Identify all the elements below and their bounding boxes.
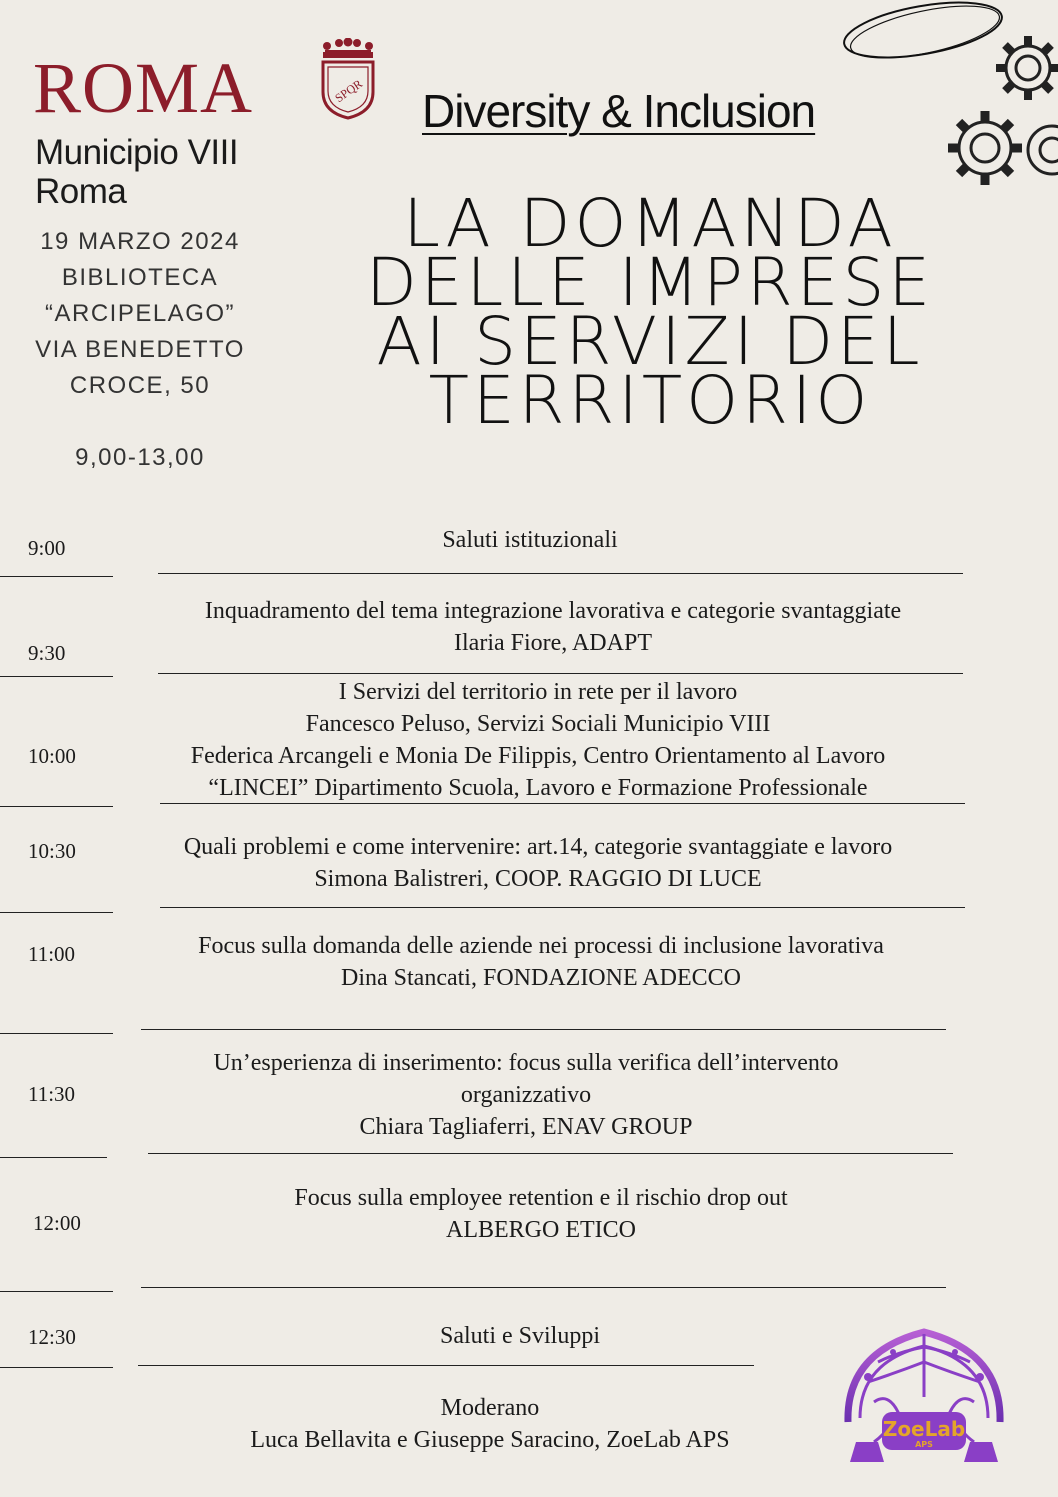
moderators-label: Moderano — [440, 1395, 540, 1421]
divider — [141, 1287, 946, 1288]
title-line4: TERRITORIO — [428, 362, 872, 439]
divider — [0, 912, 113, 913]
municipio-line1: Municipio VIII — [35, 133, 239, 172]
agenda-text: Saluti e Sviluppi — [439, 1323, 600, 1349]
agenda-speaker: Simona Balistreri, COOP. RAGGIO DI LUCE — [314, 866, 762, 892]
agenda-text: I Servizi del territorio in rete per il lavoro — [338, 679, 738, 705]
agenda-time-1230: 12:30 — [28, 1325, 76, 1349]
agenda-text: Inquadramento del tema integrazione lavorativa e categorie svantaggiate — [204, 598, 902, 624]
divider — [0, 576, 113, 577]
agenda-item-1130 — [113, 1047, 939, 1143]
agenda-time-1130: 11:30 — [28, 1082, 76, 1106]
title-line3: AI SERVIZI DEL — [376, 303, 924, 380]
divider — [0, 1291, 113, 1292]
venue-line2: “ARCIPELAGO” — [44, 300, 236, 327]
agenda-item-1030 — [125, 831, 951, 895]
agenda-text: Un’esperienza di inserimento: focus sulla verifica dell’intervento — [213, 1050, 839, 1076]
divider — [0, 1367, 113, 1368]
divider — [138, 1365, 754, 1366]
address-line2: CROCE, 50 — [69, 372, 211, 399]
zoelab-logo-subtext: APS — [915, 1440, 933, 1449]
moderators — [100, 1392, 880, 1456]
address-line1: VIA BENEDETTO — [35, 336, 245, 363]
divider — [158, 673, 963, 674]
divider — [158, 573, 963, 574]
venue-line1: BIBLIOTECA — [61, 264, 219, 291]
moderators-names: Luca Bellavita e Giuseppe Saracino, ZoeLab APS — [250, 1427, 730, 1453]
divider — [148, 1153, 953, 1154]
zoelab-logo-text: ZoeLab — [882, 1417, 966, 1441]
divider — [0, 1157, 107, 1158]
title-line1: LA DOMANDA — [403, 185, 897, 262]
zoelab-logo-icon — [838, 1322, 1010, 1477]
agenda-speaker: “LINCEI” Dipartimento Scuola, Lavoro e Formazione Professionale — [208, 775, 868, 801]
agenda-time-0900: 9:00 — [28, 536, 66, 560]
agenda-time-1100: 11:00 — [28, 942, 76, 966]
agenda-speaker: Federica Arcangeli e Monia De Filippis, Centro Orientamento al Lavoro — [190, 743, 886, 769]
agenda-item-0900 — [160, 524, 900, 556]
agenda-speaker: Dina Stancati, FONDAZIONE ADECCO — [341, 965, 741, 991]
agenda-speaker: Ilaria Fiore, ADAPT — [454, 630, 652, 656]
divider — [0, 806, 113, 807]
agenda-text: Focus sulla employee retention e il rischio drop out — [294, 1185, 788, 1211]
divider — [141, 1029, 946, 1030]
event-hours: 9,00-13,00 — [75, 444, 205, 471]
agenda-speaker: ALBERGO ETICO — [446, 1217, 636, 1243]
agenda-text: Focus sulla domanda delle aziende nei processi di inclusione lavorativa — [198, 933, 884, 959]
page-title — [300, 185, 1000, 439]
spqr-emblem-icon — [317, 38, 379, 120]
title-line2: DELLE IMPRESE — [365, 244, 935, 321]
divider — [160, 907, 965, 908]
tagline: Diversity & Inclusion — [422, 85, 816, 137]
agenda-item-1230 — [140, 1320, 900, 1352]
event-date: 19 MARZO 2024 — [40, 228, 240, 255]
agenda-time-0930: 9:30 — [28, 641, 66, 665]
divider — [160, 803, 965, 804]
agenda-text: Quali problemi e come intervenire: art.14, categorie svantaggiate e lavoro — [183, 834, 893, 860]
roma-brand: ROMA — [33, 48, 254, 128]
agenda-item-1100 — [128, 930, 954, 994]
agenda-text: organizzativo — [460, 1082, 592, 1108]
agenda-text: Saluti istituzionali — [442, 527, 618, 553]
divider — [0, 1033, 113, 1034]
agenda-item-1000 — [125, 676, 951, 804]
agenda-time-1000: 10:00 — [28, 744, 76, 768]
agenda-item-0930 — [140, 595, 966, 659]
agenda-speaker: Fancesco Peluso, Servizi Sociali Municipio VIII — [305, 711, 771, 737]
agenda-item-1200 — [128, 1182, 954, 1246]
agenda-speaker: Chiara Tagliaferri, ENAV GROUP — [359, 1114, 693, 1140]
agenda-time-1200: 12:00 — [33, 1211, 81, 1235]
municipio-label — [35, 133, 238, 211]
emblem-text: SPQR — [332, 76, 365, 106]
municipio-line2: Roma — [35, 172, 127, 211]
event-info — [0, 224, 280, 476]
divider — [0, 676, 113, 677]
agenda-time-1030: 10:30 — [28, 839, 76, 863]
gears-icon — [940, 20, 1058, 200]
